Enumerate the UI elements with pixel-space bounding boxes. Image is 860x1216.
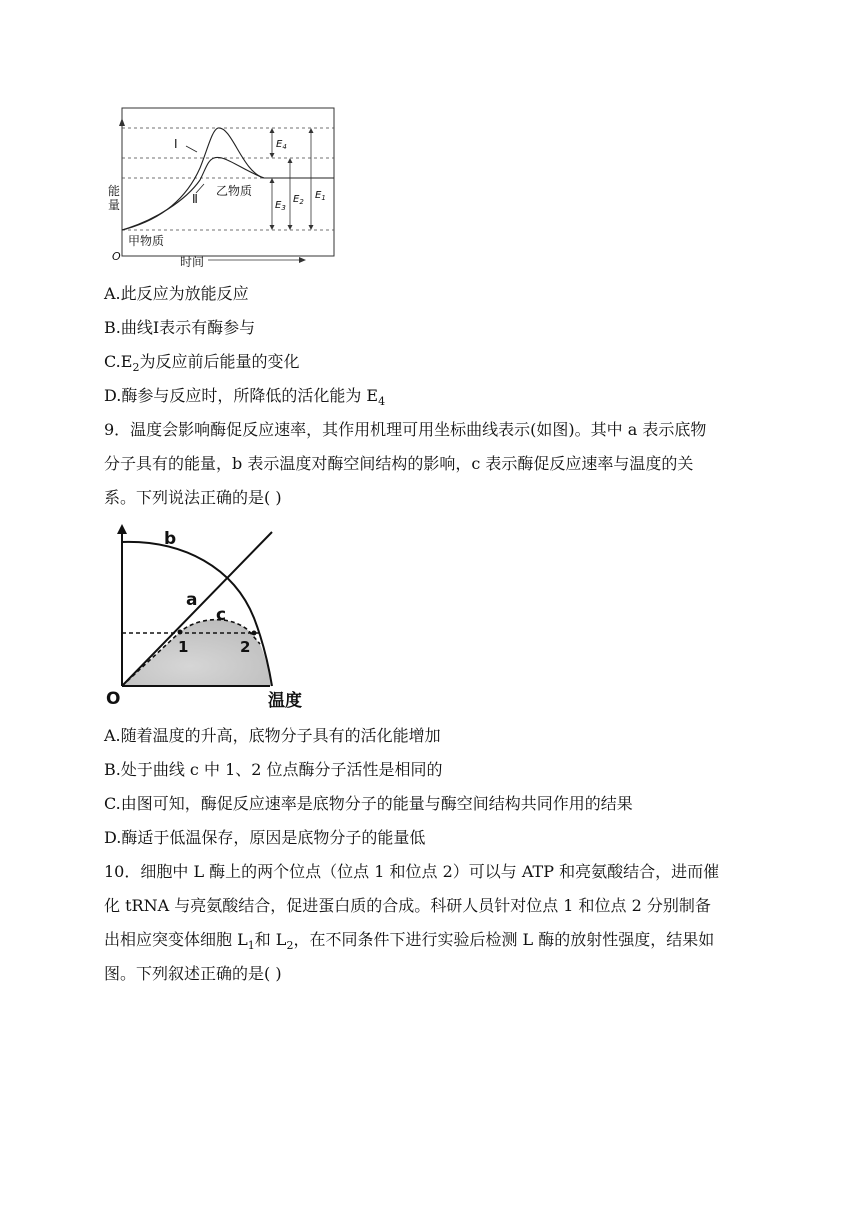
curve-1-label: Ⅰ — [174, 137, 178, 151]
q10-line-4: 图。下列叙述正确的是( ) — [104, 964, 282, 983]
q9-option-a: A.随着温度的升高，底物分子具有的活化能增加 — [104, 726, 441, 745]
point-2-marker — [252, 631, 257, 636]
point-2-label: 2 — [240, 638, 251, 656]
q8-option-d: D.酶参与反应时，所降低的活化能为 $E_4$ — [104, 386, 386, 409]
curve-1 — [122, 128, 334, 230]
e4-arrow-head-top — [270, 128, 275, 133]
curve-a-label: a — [186, 590, 198, 610]
e1-arrow-head-top — [309, 128, 314, 133]
e1-label: $E_1$ — [315, 190, 326, 202]
e3-arrow-head-bottom — [270, 225, 275, 230]
q8-option-a: A.此反应为放能反应 — [104, 284, 249, 303]
reactant-label: 甲物质 — [128, 234, 165, 248]
curve-b-label: b — [164, 529, 177, 549]
q9-option-c: C.由图可知，酶促反应速率是底物分子的能量与酶空间结构共同作用的结果 — [104, 794, 633, 813]
origin-label: O — [112, 250, 121, 263]
product-label: 乙物质 — [216, 184, 253, 198]
y-axis-arrow — [119, 118, 125, 126]
curve-1-leader — [186, 146, 197, 152]
e4-arrow-head-bottom — [270, 153, 275, 158]
q8-option-c: $C.E_2$为反应前后能量的变化 — [104, 352, 300, 375]
point-1-marker — [178, 630, 183, 635]
e1-arrow-head-bottom — [309, 225, 314, 230]
y-axis-label: 能量 — [108, 184, 121, 212]
q9-option-b: B.处于曲线 c 中 1、2 位点酶分子活性是相同的 — [104, 760, 443, 779]
x-axis-label: 时间 — [180, 255, 205, 269]
temperature-diagram — [104, 518, 314, 712]
curve-c-label: c — [216, 605, 227, 625]
x-axis-label: 温度 — [268, 691, 302, 711]
y-axis-arrow — [117, 524, 127, 534]
energy-diagram — [104, 100, 344, 270]
curve-2-label: Ⅱ — [192, 192, 198, 206]
x-axis-arrow-head — [299, 257, 306, 263]
e2-arrow-head-top — [288, 158, 293, 163]
q10-line-3: 出相应突变体细胞 $L_1$和 $L_2$，在不同条件下进行实验后检测 L 酶的放射性强度，结果如 — [104, 930, 715, 953]
e3-arrow-head-top — [270, 178, 275, 183]
q10-line-2: 化 tRNA 与亮氨酸结合，促进蛋白质的合成。科研人员针对位点 1 和位点 2 分别制备 — [104, 896, 711, 915]
q9-stem-line-3: 系。下列说法正确的是( ) — [104, 488, 282, 507]
point-1-label: 1 — [178, 638, 189, 656]
e2-label: $E_2$ — [293, 194, 304, 206]
e4-label: $E_4$ — [276, 139, 287, 151]
e3-label: $E_3$ — [275, 200, 286, 212]
origin-label: O — [106, 689, 121, 709]
e2-arrow-head-bottom — [288, 225, 293, 230]
q9-stem-line-2: 分子具有的能量，b 表示温度对酶空间结构的影响，c 表示酶促反应速率与温度的关 — [104, 454, 694, 473]
q8-option-b: B.曲线Ⅰ表示有酶参与 — [104, 318, 256, 337]
q10-line-1: 10．细胞中 L 酶上的两个位点（位点 1 和位点 2）可以与 ATP 和亮氨酸结合，进而催 — [104, 862, 720, 881]
q9-option-d: D.酶适于低温保存，原因是底物分子的能量低 — [104, 828, 426, 847]
q9-stem-line-1: 9．温度会影响酶促反应速率，其作用机理可用坐标曲线表示(如图)。其中 a 表示底物 — [104, 420, 707, 439]
